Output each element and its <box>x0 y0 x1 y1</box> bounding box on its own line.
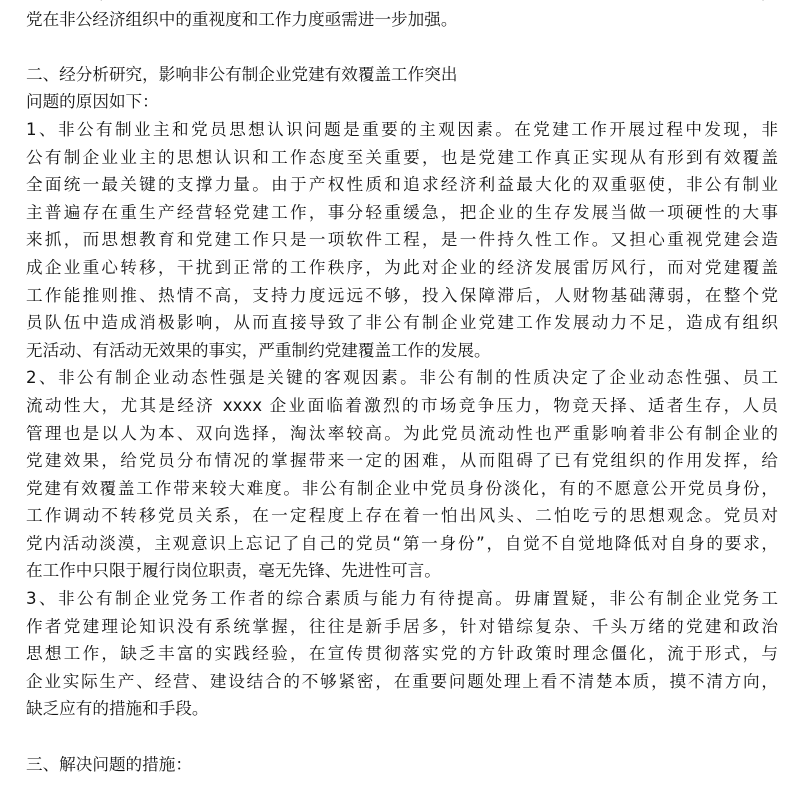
document-body <box>26 0 778 778</box>
paragraph-2-line: 管理也是以人为本、双向选择，淘汰率较高。为此党员流动性也严重影响着非公有制企业的 <box>26 423 778 443</box>
intro-line <box>26 0 778 6</box>
paragraph-2-line: 在工作中只限于履行岗位职责，毫无先锋、先进性可言。 <box>26 561 441 581</box>
paragraph-2-line: 工作调动不转移党员关系，在一定程度上存在着一怕出风头、二怕吃亏的思想观念。党员对 <box>26 506 778 526</box>
paragraph-1-line: 来抓，而思想教育和党建工作只是一项软件工程，是一件持久性工作。又担心重视党建会造 <box>26 230 778 250</box>
paragraph-2-line: 党建效果，给党员分布情况的掌握带来一定的困难，从而阻碍了已有党组织的作用发挥，给 <box>26 451 778 471</box>
section-2-heading-continued: 问题的原因如下： <box>26 92 159 112</box>
paragraph-3-line: 3、非公有制企业党务工作者的综合素质与能力有待提高。毋庸置疑，非公有制企业党务工 <box>26 589 778 609</box>
paragraph-gap <box>26 723 778 751</box>
paragraph-3-line: 缺乏应有的措施和手段。 <box>26 699 209 719</box>
paragraph-3-line: 企业实际生产、经营、建设结合的不够紧密，在重要问题处理上看不清楚本质，摸不清方向， <box>26 671 778 691</box>
paragraph-1-line: 员队伍中造成消极影响，从而直接导致了非公有制企业党建工作发展动力不足，造成有组织 <box>26 313 778 333</box>
paragraph-2-line: 党建有效覆盖工作带来较大难度。非公有制企业中党员身份淡化，有的不愿意公开党员身份， <box>26 478 778 498</box>
paragraph-2-line: 党内活动淡漠，主观意识上忘记了自己的党员“第一身份”，自觉不自觉地降低对自身的要求， <box>26 533 778 553</box>
paragraph-1-line: 主普遍存在重生产经营轻党建工作，事分轻重缓急，把企业的生存发展当做一项硬性的大事 <box>26 202 778 222</box>
paragraph-1-line: 全面统一最关键的支撑力量。由于产权性质和追求经济利益最大化的双重驱使，非公有制业 <box>26 175 778 195</box>
paragraph-1-line: 公有制企业业主的思想认识和工作态度至关重要，也是党建工作真正实现从有形到有效覆盖 <box>26 147 778 167</box>
paragraph-2-line: 2、非公有制企业动态性强是关键的客观因素。非公有制的性质决定了企业动态性强、员工 <box>26 368 778 388</box>
paragraph-1-line: 成企业重心转移，干扰到正常的工作秩序，为此对企业的经济发展雷厉风行，而对党建覆盖 <box>26 257 778 277</box>
paragraph-3-line: 作者党建理论知识没有系统掌握，往往是新手居多，针对错综复杂、千头万绪的党建和政治 <box>26 616 778 636</box>
paragraph-1-line: 1、非公有制业主和党员思想认识问题是重要的主观因素。在党建工作开展过程中发现，非 <box>26 119 778 139</box>
section-2-heading: 二、经分析研究，影响非公有制企业党建有效覆盖工作突出 <box>26 64 458 84</box>
paragraph-1-line: 无活动、有活动无效果的事实，严重制约党建覆盖工作的发展。 <box>26 340 491 360</box>
intro-line: 党在非公经济组织中的重视度和工作力度亟需进一步加强。 <box>26 9 458 29</box>
paragraph-gap <box>26 33 778 61</box>
paragraph-2-line: 流动性大，尤其是经济 xxxx 企业面临着激烈的市场竞争压力，物竞天择、适者生存，人员 <box>26 395 778 415</box>
paragraph-3-line: 思想工作，缺乏丰富的实践经验，在宣传贯彻落实党的方针政策时理念僵化，流于形式，与 <box>26 644 778 664</box>
section-3-heading: 三、解决问题的措施： <box>26 754 192 774</box>
paragraph-1-line: 工作能推则推、热情不高，支持力度远远不够，投入保障滞后，人财物基础薄弱，在整个党 <box>26 285 778 305</box>
